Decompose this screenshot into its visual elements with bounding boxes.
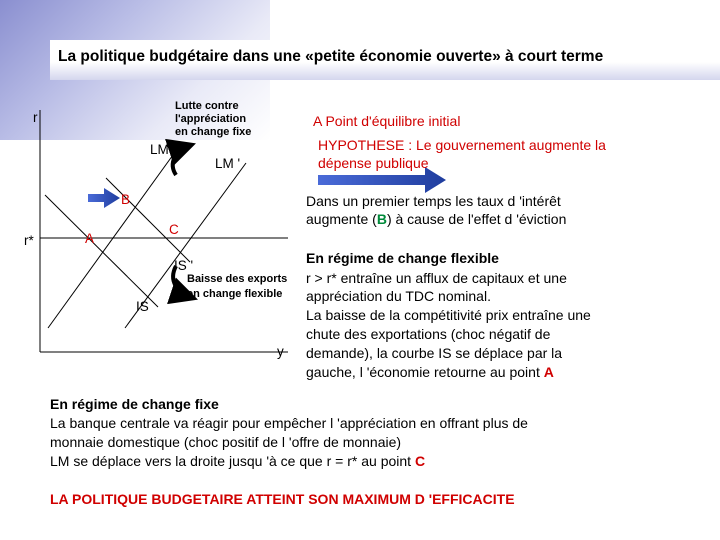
first-time-line-2: augmente (B) à cause de l'effet d 'éviction (306, 211, 567, 227)
hypothesis-line-1: HYPOTHESE : Le gouvernement augmente la (318, 137, 606, 153)
flex-line-1: r > r* entraîne un afflux de capitaux et une (306, 270, 567, 286)
note-exports-line-1: Baisse des exports (187, 273, 288, 285)
page-title: La politique budgétaire dans une «petite économie ouverte» à court terme (58, 48, 604, 65)
flex-line-6: gauche, l 'économie retourne au point A (306, 364, 554, 380)
note-appreciation-line-2: l'appréciation (175, 113, 247, 125)
flex-line-5: demande), la courbe IS se déplace par la (306, 345, 563, 361)
first-time-line-1: Dans un premier temps les taux d 'intérêt (306, 193, 561, 209)
point-b-label: B (121, 192, 131, 207)
flex-line-4: chute des exportations (choc négatif de (306, 326, 551, 342)
fixed-line-1: La banque centrale va réagir pour empêcher l 'appréciation en offrant plus de (50, 415, 528, 431)
flex-end-point-a: A (543, 364, 554, 380)
point-a-label: A (85, 231, 95, 246)
point-a-ref: A (313, 113, 322, 129)
first-time-point-b: B (376, 211, 387, 227)
lm-prime-label: LM ' (215, 156, 241, 171)
point-c-label: C (169, 222, 179, 237)
axis-r-label: r (33, 110, 38, 125)
fixed-line-2: monnaie domestique (choc positif de l 'offre de monnaie) (50, 434, 402, 450)
is-curve (45, 195, 158, 307)
lm-shift-arrow (173, 146, 188, 175)
fixed-heading: En régime de change fixe (50, 396, 219, 412)
note-appreciation-line-3: en change fixe (175, 126, 252, 138)
fixed-line-3: LM se déplace vers la droite jusqu 'à ce que r = r* au point C (50, 453, 426, 469)
point-a-description (313, 112, 460, 130)
axis-y-label: y (277, 344, 284, 359)
lm-label: LM (150, 142, 169, 157)
fixed-end-point-c: C (414, 453, 426, 469)
flex-heading: En régime de change flexible (306, 250, 499, 266)
hypothesis-line-2: dépense publique (318, 155, 429, 171)
note-exports-line-2: en change flexible (187, 288, 283, 300)
conclusion: LA POLITIQUE BUDGETAIRE ATTEINT SON MAXIMUM D 'EFFICACITE (50, 491, 515, 507)
is-label: IS (136, 299, 149, 314)
point-a-text: Point d'équilibre initial (321, 113, 461, 129)
r-star-label: r* (24, 233, 34, 248)
flex-line-3: La baisse de la compétitivité prix entraîne une (306, 307, 591, 323)
blue-arrow-b (88, 188, 120, 208)
is-prime-label: IS ' (174, 258, 194, 273)
note-appreciation-line-1: Lutte contre (175, 100, 239, 112)
flex-line-2: appréciation du TDC nominal. (306, 288, 491, 304)
